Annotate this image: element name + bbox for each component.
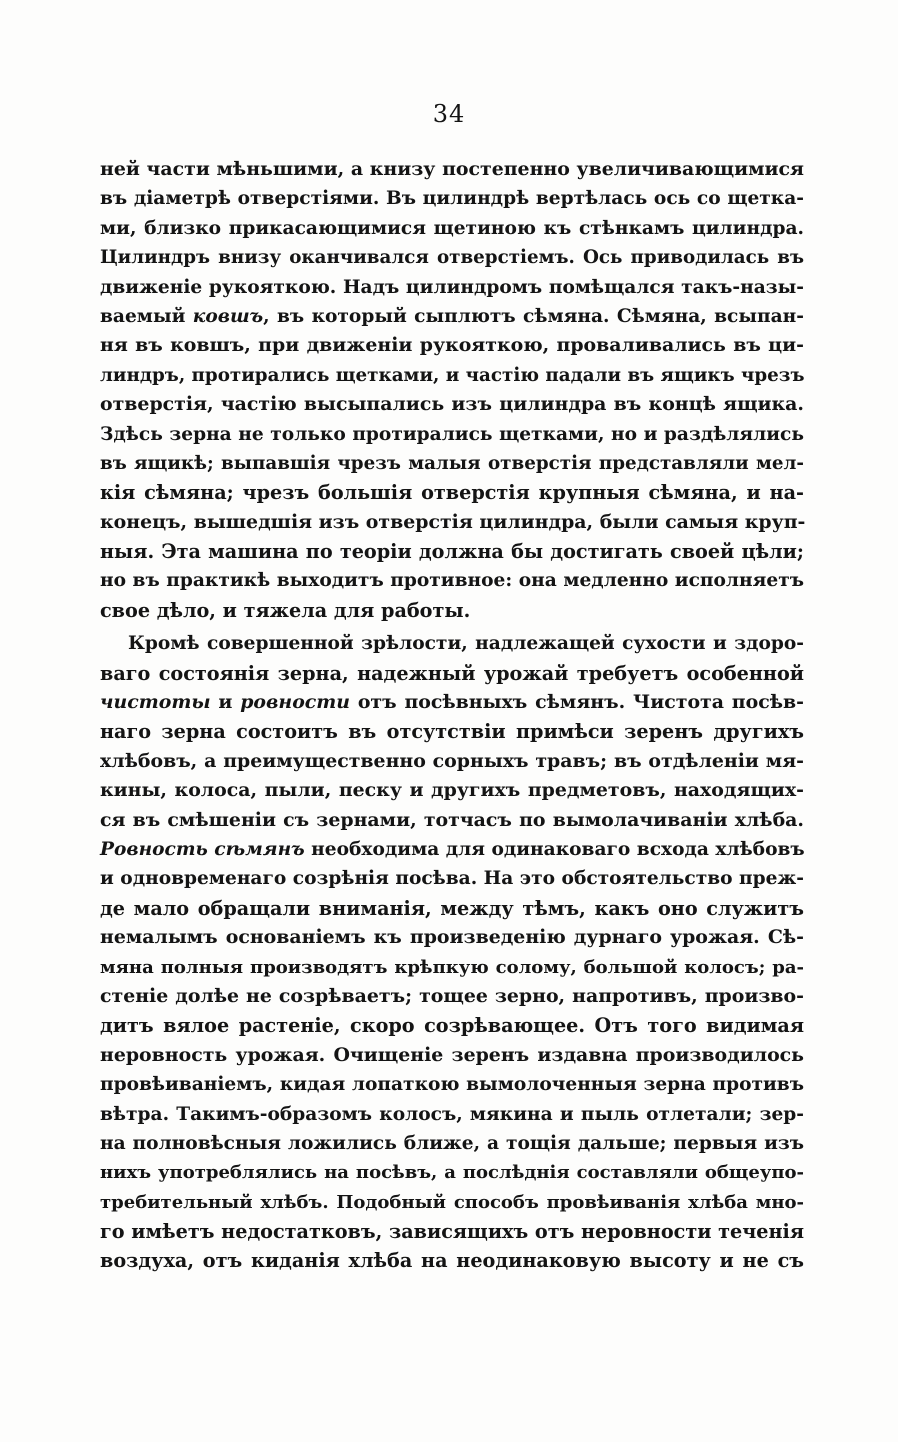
text-line: на полновѣсныя ложились ближе, а тощія дальше; первыя изъ (100, 1132, 804, 1154)
text-line: провѣиваніемъ, кидая лопаткою вымолоченныя зерна противъ (100, 1074, 804, 1096)
paragraph-2 (100, 629, 804, 1276)
italic-term: ровности (240, 691, 351, 714)
text-line: въ ящикѣ; выпавшія чрезъ малыя отверстія представляли мел- (100, 452, 804, 474)
text-line-mixed (100, 688, 804, 717)
text-line: Здѣсь зерна не только протирались щетками, но и раздѣлялись (100, 423, 804, 445)
body-text (100, 155, 804, 1276)
italic-term: ковшъ (192, 305, 264, 327)
text-line: неровность урожая. Очищеніе зеренъ издавна производилось (100, 1043, 804, 1066)
text-run: , въ который сыплютъ сѣмяна. Сѣмяна, всыпан- (263, 305, 804, 327)
text-line: въ діаметрѣ отверстіями. Въ цилиндрѣ вертѣлась ось со щетка- (100, 188, 804, 210)
text-run: и (210, 691, 241, 714)
text-line: линдръ, протирались щетками, и частію падали въ ящикъ чрезъ (100, 364, 805, 386)
text-line: ныя. Эта машина по теоріи должна бы достигать своей цѣли; (100, 540, 804, 564)
text-line: кины, колоса, пыли, песку и другихъ предметовъ, находящих- (100, 779, 804, 802)
text-line: ся въ смѣшеніи съ зернами, тотчасъ по вымолачиваніи хлѣба. (100, 808, 804, 831)
text-line: наго зерна состоитъ въ отсутствіи примѣси зеренъ другихъ (100, 720, 804, 744)
text-line: нихъ употреблялись на посѣвъ, а послѣднія составляли общеупо- (100, 1162, 804, 1184)
text-line: де мало обращали вниманія, между тѣмъ, какъ оно служитъ (100, 896, 804, 920)
text-line: свое дѣло, и тяжела для работы. (100, 598, 471, 622)
text-line-mixed (100, 835, 804, 864)
paragraph-1 (100, 155, 804, 625)
text-line: движеніе рукояткою. Надъ цилиндромъ помѣщался такъ-назы- (100, 276, 804, 298)
italic-term: чистоты (100, 691, 211, 714)
page-number: 34 (432, 100, 466, 128)
text-line: хлѣбовъ, а преимущественно сорныхъ травъ; въ отдѣленіи мя- (100, 749, 804, 772)
text-line: ня въ ковшъ, при движеніи рукояткою, проваливались въ ци- (100, 334, 804, 357)
text-line: дитъ вялое растеніе, скоро созрѣвающее. Отъ того видимая (100, 1014, 804, 1038)
text-line: стеніе долѣе не созрѣваетъ; тощее зерно, напротивъ, произво- (100, 984, 804, 1007)
text-line: и одновременаго созрѣнія посѣва. На это обстоятельство преж- (100, 868, 804, 890)
text-line: ваго состоянія зерна, надежный урожай требуетъ особенной (100, 661, 804, 685)
text-line: вѣтра. Такимъ-образомъ колосъ, мякина и пыль отлетали; зер- (100, 1103, 804, 1125)
text-line: конецъ, вышедшія изъ отверстія цилиндра, были самыя круп- (100, 510, 806, 533)
text-line: требительный хлѣбъ. Подобный способъ провѣиванія хлѣба мно- (100, 1191, 804, 1213)
text-run: ваемый (100, 305, 193, 327)
italic-term: Ровность сѣмянъ (100, 838, 305, 860)
text-line: но въ практикѣ выходитъ противное: она медленно исполняетъ (100, 570, 804, 592)
text-line: отверстія, частію высыпались изъ цилиндра въ концѣ ящика. (100, 393, 804, 416)
text-line: немалымъ основаніемъ къ произведенію дурнаго урожая. Сѣ- (100, 926, 804, 949)
text-run: отъ посѣвныхъ сѣмянъ. Чистота посѣв- (350, 691, 804, 714)
text-line: Кромѣ совершенной зрѣлости, надлежащей сухости и здоро- (128, 633, 804, 655)
text-line: ми, близко прикасающимися щетиною къ стѣнкамъ цилиндра. (100, 217, 804, 239)
text-run: необходима для одинаковаго всхода хлѣбовъ (304, 838, 805, 860)
text-line: ней части мѣньшими, а книзу постепенно увеличивающимися (100, 158, 804, 180)
text-line-mixed (100, 302, 804, 331)
text-line: кія сѣмяна; чрезъ большія отверстія крупныя сѣмяна, и на- (100, 481, 804, 505)
text-line: Цилиндръ внизу оканчивался отверстіемъ. Ось приводилась въ (100, 247, 804, 269)
text-line: го имѣетъ недостатковъ, зависящихъ отъ неровности теченія (100, 1220, 804, 1244)
text-line: воздуха, отъ киданія хлѣба на неодинаковую высоту и не съ (100, 1249, 804, 1273)
text-line: мяна полныя производятъ крѣпкую солому, большой колосъ; ра- (100, 956, 804, 978)
